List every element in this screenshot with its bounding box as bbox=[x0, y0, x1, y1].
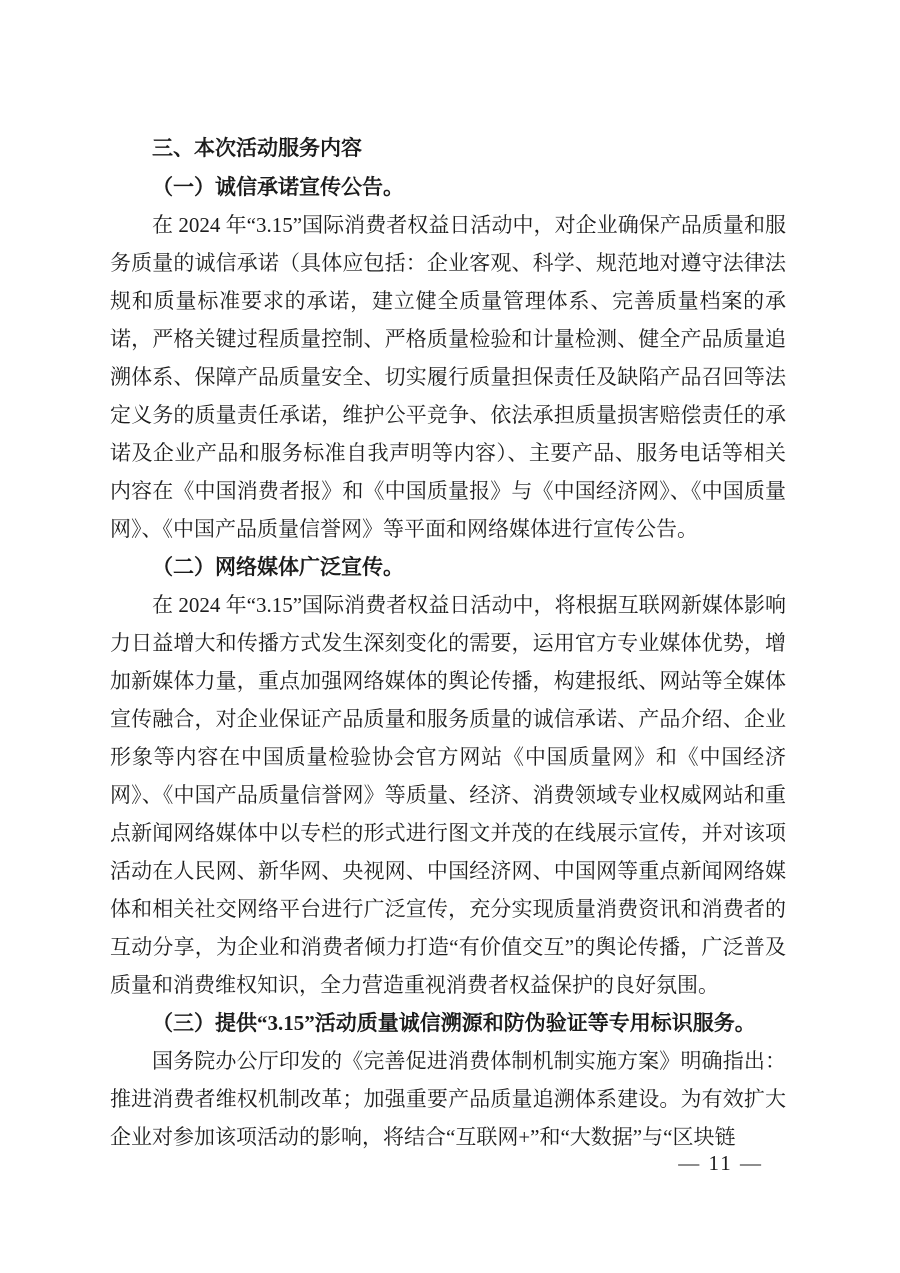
page-number: — 11 — bbox=[678, 1151, 763, 1175]
paragraph-3: 国务院办公厅印发的《完善促进消费体制机制实施方案》明确指出：推进消费者维权机制改革；加强重要产品质量追溯体系建设。为有效扩大企业对参加该项活动的影响，将结合“互联网+”和“大数据”与“区块链 bbox=[110, 1049, 786, 1149]
subsection-heading-1: （一）诚信承诺宣传公告。 bbox=[152, 175, 404, 199]
subsection-heading-3: （三）提供“3.15”活动质量诚信溯源和防伪验证等专用标识服务。 bbox=[152, 1011, 756, 1035]
document-body bbox=[110, 130, 786, 1156]
subsection-heading-2: （二）网络媒体广泛宣传。 bbox=[152, 555, 404, 579]
paragraph-2: 在 2024 年“3.15”国际消费者权益日活动中，将根据互联网新媒体影响力日益增大和传播方式发生深刻变化的需要，运用官方专业媒体优势，增加新媒体力量，重点加强网络媒体的舆论传播，构建报纸、网站等全媒体宣传融合，对企业保证产品质量和服务质量的诚信承诺、产品介绍、企业形象等内容在中国质量检验协会官方网站《中国质量网》和《中国经济网》、《中国产品质量信誉网》等质量、经济、消费领域专业权威网站和重点新闻网络媒体中以专栏的形式进行图文并茂的在线展示宣传，并对该项活动在人民网、新华网、央视网、中国经济网、中国网等重点新闻网络媒体和相关社交网络平台进行广泛宣传，充分实现质量消费资讯和消费者的互动分享，为企业和消费者倾力打造“有价值交互”的舆论传播，广泛普及质量和消费维权知识，全力营造重视消费者权益保护的良好氛围。 bbox=[110, 593, 786, 997]
paragraph-1: 在 2024 年“3.15”国际消费者权益日活动中，对企业确保产品质量和服务质量的诚信承诺（具体应包括：企业客观、科学、规范地对遵守法律法规和质量标准要求的承诺，建立健全质量管理体系、完善质量档案的承诺，严格关键过程质量控制、严格质量检验和计量检测、健全产品质量追溯体系、保障产品质量安全、切实履行质量担保责任及缺陷产品召回等法定义务的质量责任承诺，维护公平竞争、依法承担质量损害赔偿责任的承诺及企业产品和服务标准自我声明等内容）、主要产品、服务电话等相关内容在《中国消费者报》和《中国质量报》与《中国经济网》、《中国质量网》、《中国产品质量信誉网》等平面和网络媒体进行宣传公告。 bbox=[110, 213, 786, 541]
section-heading-3: 三、本次活动服务内容 bbox=[152, 137, 362, 160]
